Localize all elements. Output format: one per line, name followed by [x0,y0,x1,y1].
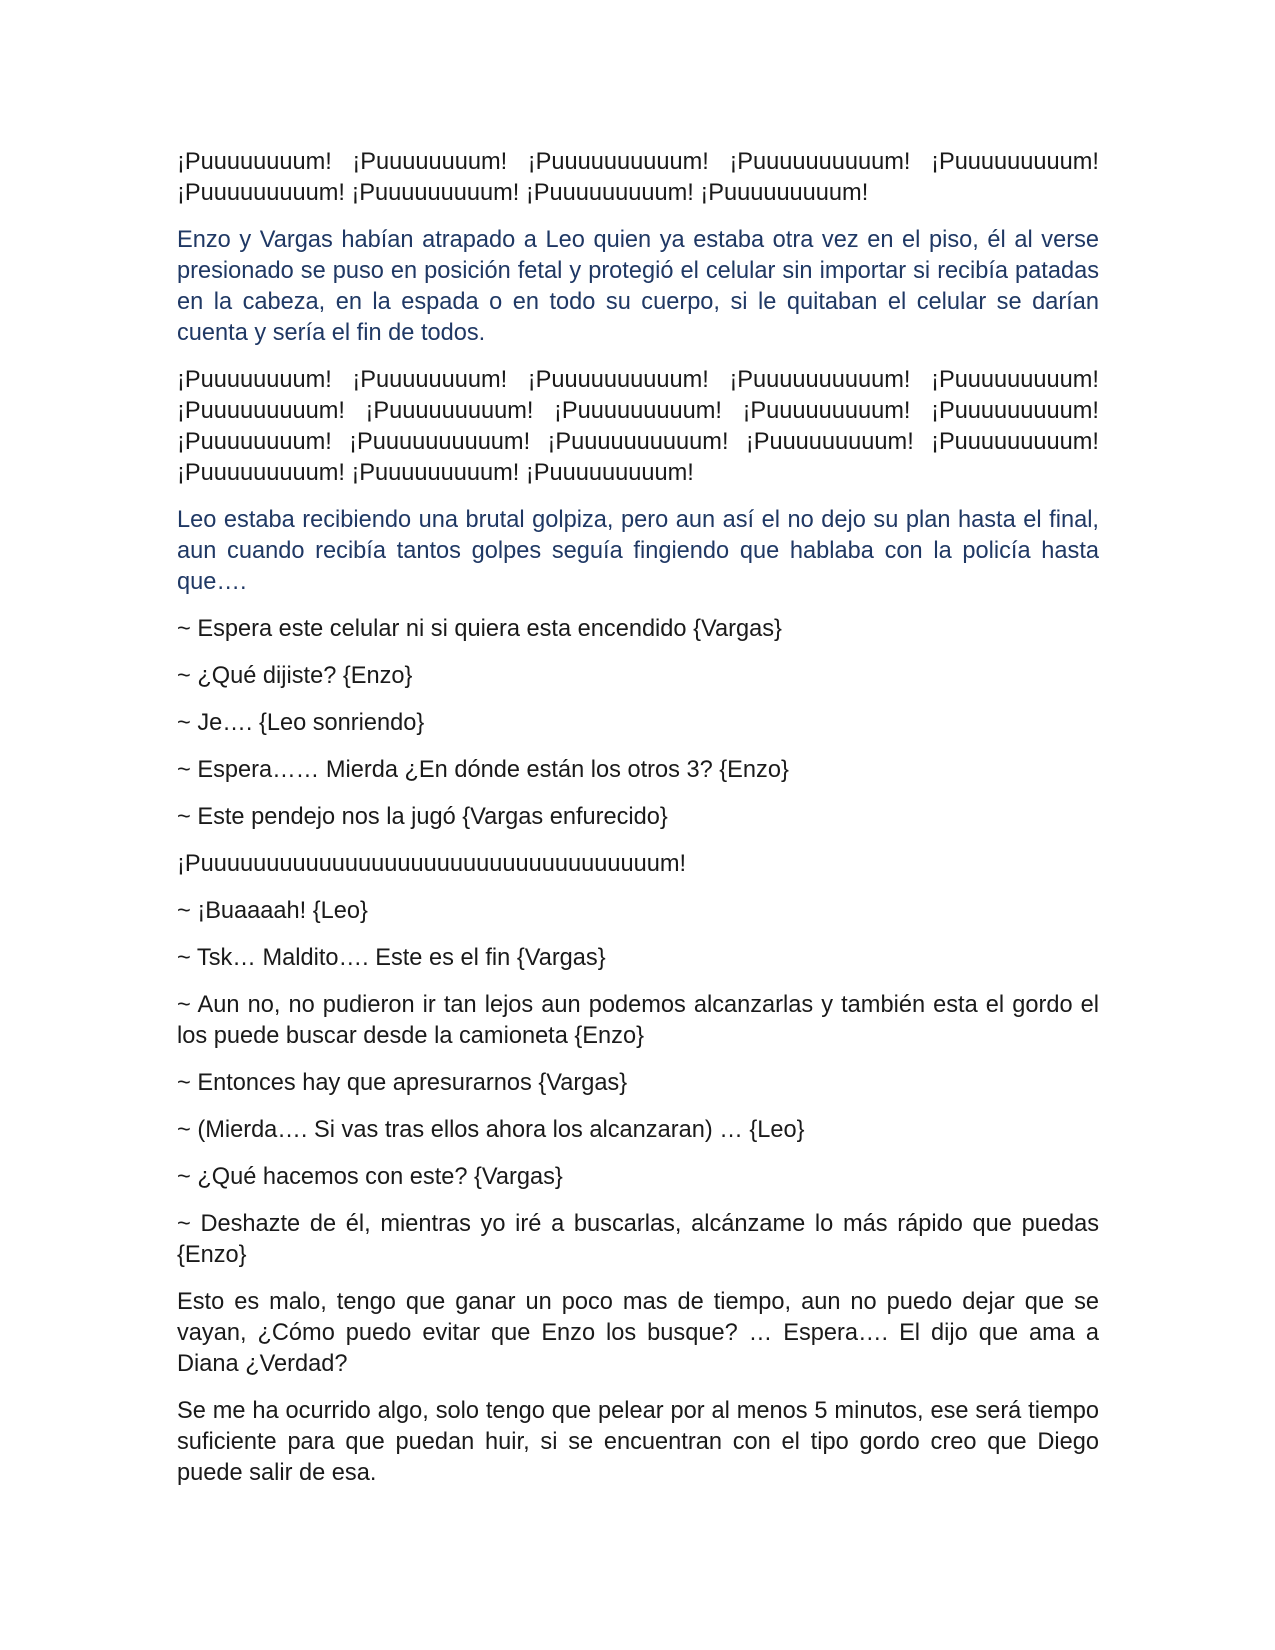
narration-paragraph: Enzo y Vargas habían atrapado a Leo quien ya estaba otra vez en el piso, él al verse presionado se puso en posición fetal y protegió el celular sin importar si recibía patadas en la cabeza, en la espada o en todo su cuerpo, si le quitaban el celular se darían cuenta y sería el fin de todos. [177,227,1099,346]
dialogue-line: ~ Espera este celular ni si quiera esta encendido {Vargas} [177,616,782,642]
dialogue-line: ~ Tsk… Maldito…. Este es el fin {Vargas} [177,945,606,971]
dialogue-line: ~ (Mierda…. Si vas tras ellos ahora los alcanzaran) … {Leo} [177,1117,805,1143]
narration-paragraph: Leo estaba recibiendo una brutal golpiza, pero aun así el no dejo su plan hasta el final, aun cuando recibía tantos golpes seguía fingiendo que hablaba con la policía hasta que…. [177,507,1099,595]
dialogue-line: ~ Entonces hay que apresurarnos {Vargas} [177,1070,628,1096]
onomatopoeia-paragraph: ¡Puuuuuuuuuuuuuuuuuuuuuuuuuuuuuuuuuuum! [177,851,687,877]
onomatopoeia-paragraph: ¡Puuuuuuuum! ¡Puuuuuuuum! ¡Puuuuuuuuuum! ¡Puuuuuuuuuum! ¡Puuuuuuuuum! ¡Puuuuuuuuum! ¡Puuuuuuuuum! ¡Puuuuuuuuum! ¡Puuuuuuuuum! ¡Puuuuuuuuum! ¡Puuuuuuuum! ¡Puuuuuuuuuum! ¡Puuuuuuuuuum! ¡Puuuuuuuuum! ¡Puuuuuuuuum! ¡Puuuuuuuuum! ¡Puuuuuuuuum! ¡Puuuuuuuuum! [177,367,1099,486]
dialogue-line: ~ Este pendejo nos la jugó {Vargas enfurecido} [177,804,668,830]
dialogue-line: ~ Aun no, no pudieron ir tan lejos aun podemos alcanzarlas y también esta el gordo el los puede buscar desde la camioneta {Enzo} [177,992,1099,1049]
document-page [177,147,1099,1505]
dialogue-line: ~ ¿Qué dijiste? {Enzo} [177,663,413,689]
dialogue-line: ~ Deshazte de él, mientras yo iré a buscarlas, alcánzame lo más rápido que puedas {Enzo} [177,1211,1099,1268]
dialogue-line: ~ ¿Qué hacemos con este? {Vargas} [177,1164,563,1190]
narration-paragraph: Se me ha ocurrido algo, solo tengo que pelear por al menos 5 minutos, ese será tiempo suficiente para que puedan huir, si se encuentran con el tipo gordo creo que Diego puede salir de esa. [177,1398,1099,1486]
dialogue-line: ~ Espera…… Mierda ¿En dónde están los otros 3? {Enzo} [177,757,789,783]
narration-paragraph: Esto es malo, tengo que ganar un poco mas de tiempo, aun no puedo dejar que se vayan, ¿Cómo puedo evitar que Enzo los busque? … Espera…. El dijo que ama a Diana ¿Verdad? [177,1289,1099,1377]
dialogue-line: ~ Je…. {Leo sonriendo} [177,710,425,736]
onomatopoeia-paragraph: ¡Puuuuuuuum! ¡Puuuuuuuum! ¡Puuuuuuuuuum! ¡Puuuuuuuuuum! ¡Puuuuuuuuum! ¡Puuuuuuuuum! ¡Puuuuuuuuum! ¡Puuuuuuuuum! ¡Puuuuuuuuum! [177,149,1099,206]
dialogue-line: ~ ¡Buaaaah! {Leo} [177,898,368,924]
